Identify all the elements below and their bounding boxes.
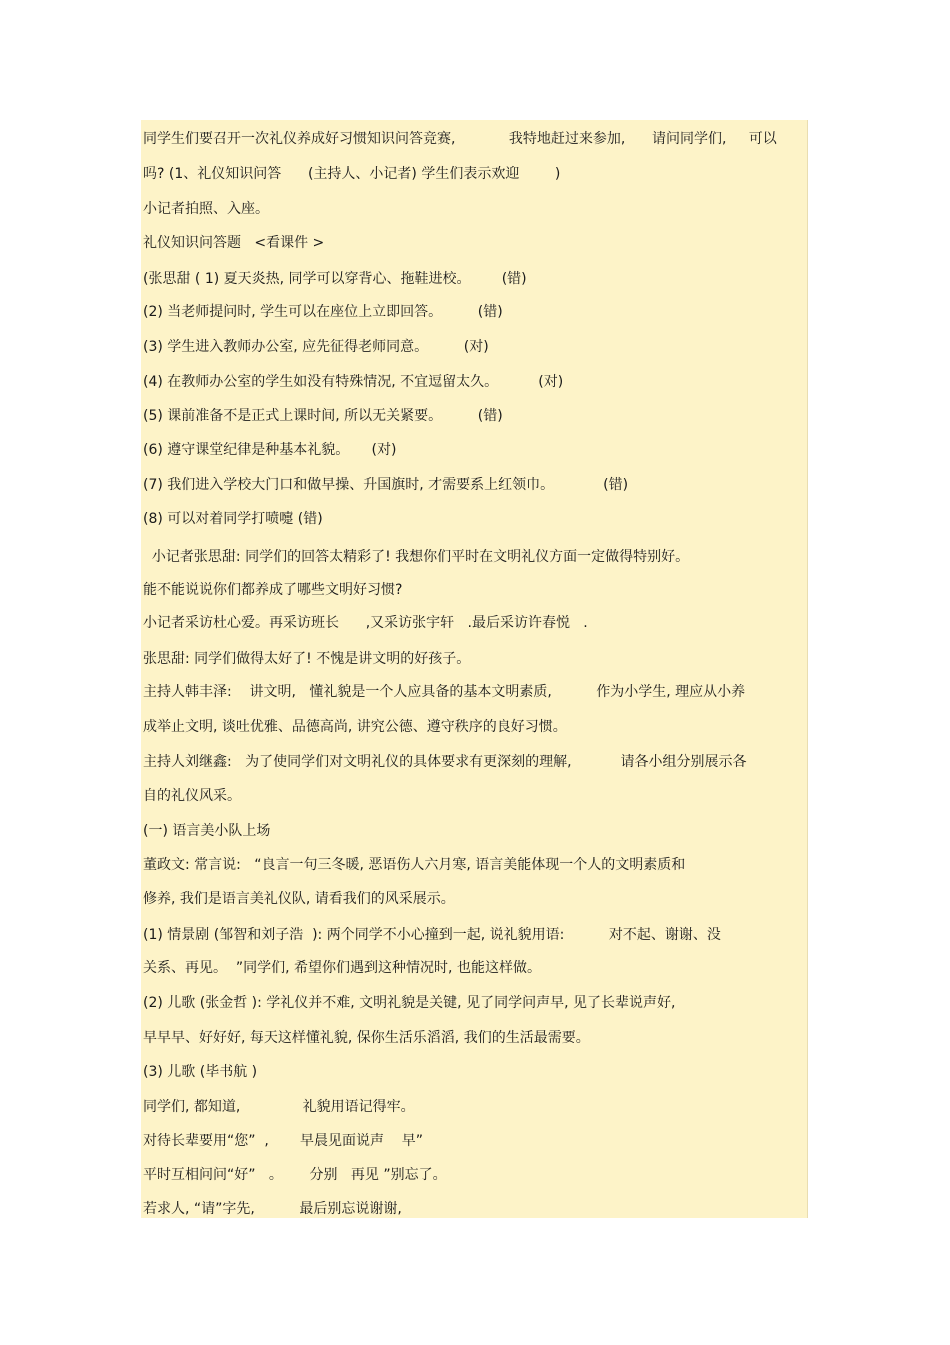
text-line: (2) 儿歌 (张金哲 ): 学礼仪并不难, 文明礼貌是关键, 见了同学问声早, 见了长辈说声好, <box>143 995 676 1011</box>
text-line: (2) 当老师提问时, 学生可以在座位上立即回答。 (错) <box>143 304 503 320</box>
text-line: 平时互相问问“好” 。 分别 再见 ”别忘了。 <box>143 1167 447 1183</box>
text-line: (3) 儿歌 (毕书航 ) <box>143 1064 258 1080</box>
text-line: 早早早、好好好, 每天这样懂礼貌, 保你生活乐滔滔, 我们的生活最需要。 <box>143 1030 590 1046</box>
text-line: 同学生们要召开一次礼仪养成好习惯知识问答竞赛, 我特地赶过来参加, 请问同学们, 可以 <box>143 131 777 147</box>
text-line: (3) 学生进入教师办公室, 应先征得老师同意。 (对) <box>143 339 489 355</box>
text-line: 小记者采访杜心爱。再采访班长 ,又采访张宇轩 .最后采访许春悦 . <box>143 615 588 631</box>
text-line: (1) 情景剧 (邹智和刘子浩 ): 两个同学不小心撞到一起, 说礼貌用语: 对不起、谢谢、没 <box>143 927 721 943</box>
text-line: 自的礼仪风采。 <box>143 788 241 804</box>
text-line: (6) 遵守课堂纪律是种基本礼貌。 (对) <box>143 442 397 458</box>
text-line: 对待长辈要用“您” , 早晨见面说声 早” <box>143 1133 424 1149</box>
text-line: 修养, 我们是语言美礼仪队, 请看我们的风采展示。 <box>143 891 455 907</box>
text-line: 若求人, “请”字先, 最后别忘说谢谢, <box>143 1201 402 1217</box>
text-line: (7) 我们进入学校大门口和做早操、升国旗时, 才需要系上红领巾。 (错) <box>143 477 629 493</box>
text-line: (8) 可以对着同学打喷嚏 (错) <box>143 511 323 527</box>
text-line: 主持人刘继鑫: 为了使同学们对文明礼仪的具体要求有更深刻的理解, 请各小组分别展示各 <box>143 754 747 770</box>
text-line: (4) 在教师办公室的学生如没有特殊情况, 不宜逗留太久。 (对) <box>143 374 564 390</box>
text-line: (5) 课前准备不是正式上课时间, 所以无关紧要。 (错) <box>143 408 503 424</box>
text-line: 能不能说说你们都养成了哪些文明好习惯? <box>143 582 403 598</box>
text-line: 关系、再见。 ”同学们, 希望你们遇到这种情况时, 也能这样做。 <box>143 960 541 976</box>
text-line: 同学们, 都知道, 礼貌用语记得牢。 <box>143 1099 415 1115</box>
text-line: (一) 语言美小队上场 <box>143 823 271 839</box>
text-line: 董政文: 常言说: “良言一句三冬暖, 恶语伤人六月寒, 语言美能体现一个人的文明素质和 <box>143 857 686 873</box>
text-line: 成举止文明, 谈吐优雅、品德高尚, 讲究公德、遵守秩序的良好习惯。 <box>143 719 567 735</box>
text-line: 礼仪知识问答题 <看课件 > <box>143 235 325 251</box>
text-line: (张思甜 ( 1) 夏天炎热, 同学可以穿背心、拖鞋进校。 (错) <box>143 271 527 287</box>
text-line: 小记者拍照、入座。 <box>143 201 269 217</box>
text-line: 主持人韩丰泽: 讲文明, 懂礼貌是一个人应具备的基本文明素质, 作为小学生, 理应从小养 <box>143 684 746 700</box>
text-line: 吗? (1、礼仪知识问答 (主持人、小记者) 学生们表示欢迎 ) <box>143 166 561 182</box>
text-line: 张思甜: 同学们做得太好了! 不愧是讲文明的好孩子。 <box>143 651 471 667</box>
text-line: 小记者张思甜: 同学们的回答太精彩了! 我想你们平时在文明礼仪方面一定做得特别好。 <box>143 549 690 565</box>
